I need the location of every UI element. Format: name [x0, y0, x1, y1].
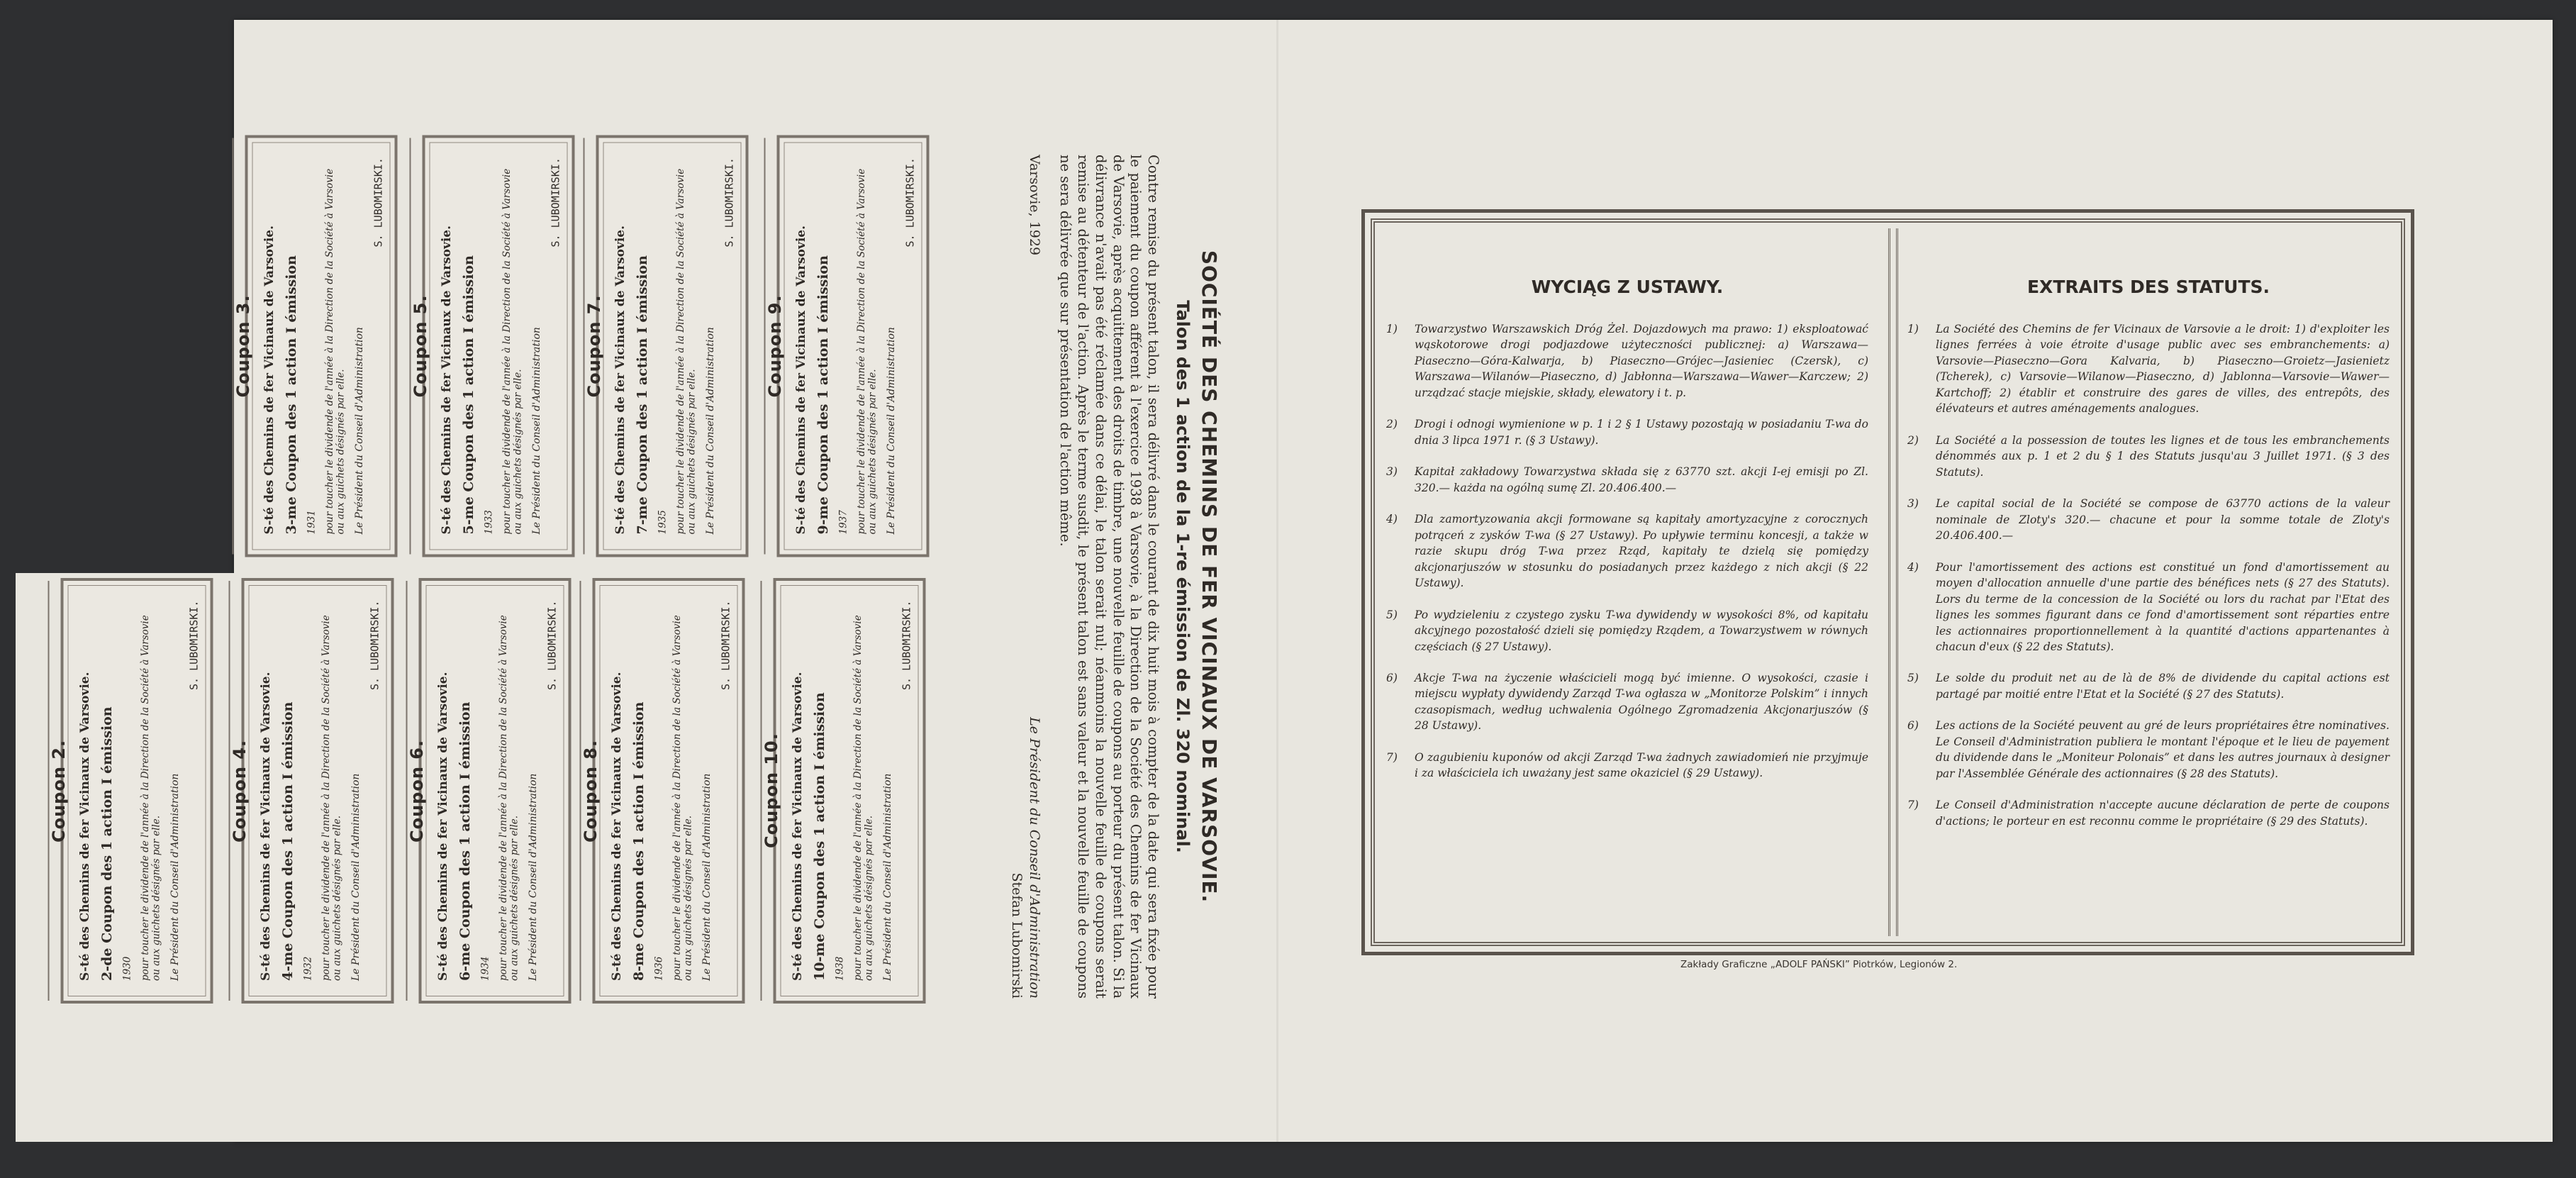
- coupon-label: Coupon 7.: [584, 294, 604, 398]
- coupon-label: Coupon 6.: [406, 739, 427, 843]
- coupon-ordinal: 4-me Coupon des 1 action I émission: [279, 701, 296, 981]
- statute-text: Le Conseil d'Administration n'accepte aucune déclaration de perte de coupons d'actions; le porteur en est reconnu comme le propriétaire (§ 29 des Statuts).: [1936, 799, 2390, 828]
- statute-item: [1386, 750, 1868, 782]
- coupon-label: Coupon 10.: [761, 733, 781, 849]
- coupon: [764, 135, 929, 557]
- talon-body: Contre remise du présent talon, il sera délivré dans le courant de dix huit mois à compter de la date qui sera fixée pour le paiement du coupon afférent à l'exercice 1938 à Varsovie, à la Direction de la Société des Chemins de fer Vicinaux de Varsovie, après acquittement des droits de timbre, une nouvelle feuille de coupons au porteur du présent talon. Si la délivrance n'avait pas été réclamée dans ce délai, le talon serait nul; néanmoins la nouvelle feuille de coupons serait remise au détenteur de l'action. Après le terme susdit, le présent talon est sans valeur et la nouvelle feuille de coupons ne sera délivrée que sur présentation de l'action même.: [1056, 155, 1162, 999]
- coupon-text: pour toucher le dividende de l'année à la Direction de la Société à Varsovie ou aux guichets désignés par elle.: [497, 615, 520, 981]
- statute-item: [1386, 607, 1868, 655]
- statute-number: 3): [1907, 497, 1919, 511]
- coupon-ordinal: 3-me Coupon des 1 action I émission: [283, 255, 299, 534]
- coupon-label: Coupon 2.: [48, 739, 69, 843]
- statutes-panel: [1361, 209, 2414, 955]
- statute-number: 6): [1386, 671, 1398, 684]
- coupon-signature: S. LUBOMIRSKI.: [548, 157, 562, 248]
- talon: [947, 140, 1230, 1013]
- statute-item: [1907, 718, 2390, 782]
- coupon-president: Le Président du Conseil d'Administration: [353, 326, 365, 534]
- statute-item: [1386, 416, 1868, 448]
- coupon-signature: S. LUBOMIRSKI.: [899, 601, 913, 691]
- coupon: [761, 578, 925, 1004]
- coupon-signature: S. LUBOMIRSKI.: [371, 157, 384, 248]
- coupon-ordinal: 2-de Coupon des 1 action I émission: [99, 706, 115, 981]
- polish-heading: WYCIĄG Z USTAWY.: [1531, 277, 1724, 297]
- statute-number: 7): [1907, 799, 1919, 812]
- statute-number: 5): [1386, 608, 1398, 621]
- coupon-company: S-té des Chemins de fer Vicinaux de Varsovie.: [793, 225, 808, 534]
- statute-text: Le capital social de la Société se compose de 63770 actions de la valeur nominale de Zloty's 320.— chacune et pour la somme totale de Zloty's 20.406.400.—: [1936, 497, 2390, 543]
- coupon-president: Le Président du Conseil d'Administration: [527, 773, 539, 981]
- statute-item: [1907, 433, 2390, 480]
- statute-number: 2): [1386, 418, 1398, 431]
- coupon-year: 1936: [653, 956, 665, 981]
- coupon-signature: S. LUBOMIRSKI.: [545, 601, 558, 691]
- coupon-president: Le Président du Conseil d'Administration: [169, 773, 181, 981]
- coupon-president: Le Président du Conseil d'Administration: [885, 326, 897, 534]
- coupon: [48, 578, 213, 1004]
- statute-item: [1386, 464, 1868, 496]
- coupon-ordinal: 9-me Coupon des 1 action I émission: [815, 255, 831, 534]
- statute-item: [1907, 797, 2390, 829]
- statute-number: 1): [1907, 323, 1919, 335]
- statute-number: 2): [1907, 433, 1919, 447]
- statute-item: [1386, 511, 1868, 591]
- coupon-year: 1938: [834, 956, 846, 981]
- coupon-president: Le Président du Conseil d'Administration: [530, 326, 542, 534]
- statute-text: O zagubieniu kuponów od akcji Zarząd T-wa żadnych zawiadomień nie przyjmuje i za właściciela ich uważany jest same okaziciel (§ 29 Ustawy).: [1415, 750, 1868, 780]
- coupon: [406, 578, 571, 1004]
- coupon-ordinal: 6-me Coupon des 1 action I émission: [457, 701, 473, 981]
- statute-number: 7): [1386, 750, 1398, 764]
- talon-place-date: Varsovie, 1929: [1026, 155, 1042, 256]
- statute-text: Kapitał zakładowy Towarzystwa składa się z 63770 szt. akcji I-ej emisji po Zl. 320.— każda na ogólną sumę Zl. 20.406.400.—: [1415, 465, 1868, 494]
- coupon: [229, 578, 394, 1004]
- coupon-year: 1937: [837, 509, 849, 534]
- coupon-company: S-té des Chemins de fer Vicinaux de Varsovie.: [609, 672, 624, 981]
- coupon-company: S-té des Chemins de fer Vicinaux de Varsovie.: [439, 225, 454, 534]
- coupon-signature: S. LUBOMIRSKI.: [367, 601, 381, 691]
- statute-number: 5): [1907, 672, 1919, 685]
- coupon-text: pour toucher le dividende de l'année à la Direction de la Société à Varsovie ou aux guichets désignés par elle.: [320, 615, 343, 981]
- coupon-signature: S. LUBOMIRSKI.: [186, 601, 200, 691]
- statute-text: Le solde du produit net au de là de 8% de dividende du capital actions est partagé par moitié entre l'Etat et la Société (§ 27 des Statuts).: [1936, 672, 2390, 701]
- coupon-text: pour toucher le dividende de l'année à la Direction de la Société à Varsovie ou aux guichets désignés par elle.: [674, 168, 698, 534]
- coupon-year: 1934: [479, 956, 491, 981]
- statute-text: Dla zamortyzowania akcji formowane są kapitały amortyzacyjne z corocznych potrąceń z zysków T-wa (§ 27 Ustawy). Po upływie terminu koncesji, a także w razie skupu dróg T-wa przez Rząd, kapitały te dzielą się pomiędzy akcjonarjuszów w stosunku do posiadanych przez każdego z nich akcji (§ 22 Ustawy).: [1415, 513, 1868, 590]
- coupon-year: 1933: [483, 509, 495, 534]
- coupon-text: pour toucher le dividende de l'année à la Direction de la Société à Varsovie ou aux guichets désignés par elle.: [323, 168, 347, 534]
- coupon-year: 1931: [306, 509, 318, 534]
- coupon: [410, 135, 574, 557]
- coupon-ordinal: 8-me Coupon des 1 action I émission: [630, 701, 647, 981]
- statute-number: 6): [1907, 719, 1919, 733]
- coupon: [584, 135, 748, 557]
- coupon-president: Le Président du Conseil d'Administration: [704, 326, 716, 534]
- fold-line: [1276, 20, 1278, 1142]
- coupon-signature: S. LUBOMIRSKI.: [722, 157, 735, 248]
- statute-number: 3): [1386, 465, 1398, 479]
- coupon-company: S-té des Chemins de fer Vicinaux de Varsovie.: [258, 672, 273, 981]
- statute-text: Towarzystwo Warszawskich Dróg Żel. Dojazdowych ma prawo: 1) eksploatować wąskotorowe drogi podjazdowe użyteczności publicznej: a) Warszawa—Piaseczno—Góra-Kalwarja, b) Piaseczno—Grójec—Jasieniec (Czersk), c) Warszawa—Wilanów—Piaseczno, d) Jabłonna—Warszawa—Wawer—Karczew; 2) urządzać stacje miejskie, składy, elewatory i t. p.: [1415, 323, 1868, 399]
- coupon-ordinal: 7-me Coupon des 1 action I émission: [634, 255, 650, 534]
- coupon-company: S-té des Chemins de fer Vicinaux de Varsovie.: [790, 672, 805, 981]
- coupon-company: S-té des Chemins de fer Vicinaux de Varsovie.: [77, 672, 92, 981]
- coupon-president: Le Président du Conseil d'Administration: [350, 773, 362, 981]
- talon-president-name: Stefan Lubomirski: [1009, 872, 1025, 999]
- statute-text: Po wydzieleniu z czystego zysku T-wa dywidendy w wysokości 8%, od kapitału akcyjnego pozostałość dzieli się pomiędzy Rządem, a Towarzystwem w równych częściach (§ 27 Ustawy).: [1415, 608, 1868, 653]
- coupon-president: Le Président du Conseil d'Administration: [881, 773, 893, 981]
- coupon-year: 1932: [302, 956, 314, 981]
- statute-item: [1907, 670, 2390, 702]
- statute-text: La Société a la possession de toutes les lignes et de tous les embranchements dénommés aux p. 1 et 2 du § 1 des Statuts jusqu'au 3 Juillet 1971. (§ 3 des Statuts).: [1936, 433, 2390, 479]
- coupon-ordinal: 10-me Coupon des 1 action I émission: [811, 692, 827, 981]
- panel-divider: [1888, 228, 1898, 936]
- coupon-signature: S. LUBOMIRSKI.: [903, 157, 916, 248]
- coupon-signature: S. LUBOMIRSKI.: [718, 601, 732, 691]
- coupon-label: Coupon 4.: [229, 739, 250, 843]
- coupon-president: Le Président du Conseil d'Administration: [701, 773, 713, 981]
- statute-item: [1907, 496, 2390, 543]
- statute-text: La Société des Chemins de fer Vicinaux de Varsovie a le droit: 1) d'exploiter les lignes ferrées à voie étroite d'usage public avec ses embranchements: a) Varsovie—Piaseczno—Gora Kalvaria, b) Piaseczno—Groietz—Jasienietz (Tcherek), c) Varsovie—Wilanow—Piaseczno, d) Jablonna—Varsovie—Wawer—Kartchoff; 2) établir et construire des gares de villes, des entrepôts, des élévateurs et autres aménagements analogues.: [1936, 323, 2390, 416]
- coupon-label: Coupon 5.: [410, 294, 430, 398]
- french-heading: EXTRAITS DES STATUTS.: [2026, 277, 2270, 297]
- statute-text: Pour l'amortissement des actions est constitué un fond d'amortissement au moyen d'allocation annuelle d'une partie des bénéfices nets (§ 27 des Statuts). Lors du terme de la concession de la Société ou lors du rachat par l'Etat des lignes les sommes figurant dans ce fond d'amortissement sont réparties entre les actionnaires proportionnellement à la quantité d'actions appartenantes à chacun d'eux (§ 22 des Statuts).: [1936, 560, 2390, 653]
- coupon-label: Coupon 3.: [233, 294, 253, 398]
- coupon-text: pour toucher le dividende de l'année à la Direction de la Société à Varsovie ou aux guichets désignés par elle.: [852, 615, 875, 981]
- coupon-year: 1935: [657, 509, 669, 534]
- statute-item: [1386, 321, 1868, 401]
- statute-item: [1386, 670, 1868, 734]
- talon-president-title: Le Président du Conseil d'Administration: [1026, 717, 1042, 999]
- statute-number: 4): [1386, 513, 1398, 526]
- coupon-text: pour toucher le dividende de l'année à la Direction de la Société à Varsovie ou aux guichets désignés par elle.: [139, 615, 162, 981]
- coupon-text: pour toucher le dividende de l'année à la Direction de la Société à Varsovie ou aux guichets désignés par elle.: [671, 615, 694, 981]
- coupon-year: 1930: [121, 956, 133, 981]
- coupon: [233, 135, 397, 557]
- coupon-company: S-té des Chemins de fer Vicinaux de Varsovie.: [613, 225, 628, 534]
- statute-item: [1907, 321, 2390, 417]
- french-extract: [1907, 234, 2390, 930]
- coupon: [580, 578, 745, 1004]
- coupon-text: pour toucher le dividende de l'année à la Direction de la Société à Varsovie ou aux guichets désignés par elle.: [501, 168, 524, 534]
- talon-subtitle: Talon des 1 action de la 1-re émission de Zl. 320 nominal.: [1173, 300, 1193, 853]
- coupon-company: S-té des Chemins de fer Vicinaux de Varsovie.: [435, 672, 450, 981]
- polish-extract: [1386, 234, 1868, 930]
- statute-text: Akcje T-wa na życzenie właścicieli mogą być imienne. O wysokości, czasie i miejscu wypłaty dywidendy Zarząd T-wa ogłasza w „Monitorze Polskim” i innych czasopismach, według uchwalenia Ogólnego Zgromadzenia Akcjonarjuszów (§ 28 Ustawy).: [1415, 671, 1868, 733]
- statute-text: Les actions de la Société peuvent au gré de leurs propriétaires être nominatives. Le Conseil d'Administration publiera le montant l'époque et le lieu de payement du dividende dans le „Moniteur Polonais” et dans les autres journaux à designer par l'Assemblée Générale des actionnaires (§ 28 des Statuts).: [1936, 719, 2390, 780]
- coupon-company: S-té des Chemins de fer Vicinaux de Varsovie.: [262, 225, 277, 534]
- statute-number: 1): [1386, 323, 1398, 335]
- statute-item: [1907, 560, 2390, 655]
- coupon-ordinal: 5-me Coupon des 1 action I émission: [460, 255, 476, 534]
- statute-text: Drogi i odnogi wymienione w p. 1 i 2 § 1 Ustawy pozostają w posiadaniu T-wa do dnia 3 lipca 1971 r. (§ 3 Ustawy).: [1415, 418, 1868, 447]
- printer-imprint: Zakłady Graficzne „ADOLF PAŃSKI” Piotrków, Legionów 2.: [1680, 959, 1958, 970]
- talon-title: SOCIÉTÉ DES CHEMINS DE FER VICINAUX DE VARSOVIE.: [1198, 250, 1221, 904]
- statute-number: 4): [1907, 560, 1919, 574]
- coupon-label: Coupon 9.: [764, 294, 785, 398]
- coupon-text: pour toucher le dividende de l'année à la Direction de la Société à Varsovie ou aux guichets désignés par elle.: [855, 168, 879, 534]
- coupon-label: Coupon 8.: [580, 739, 601, 843]
